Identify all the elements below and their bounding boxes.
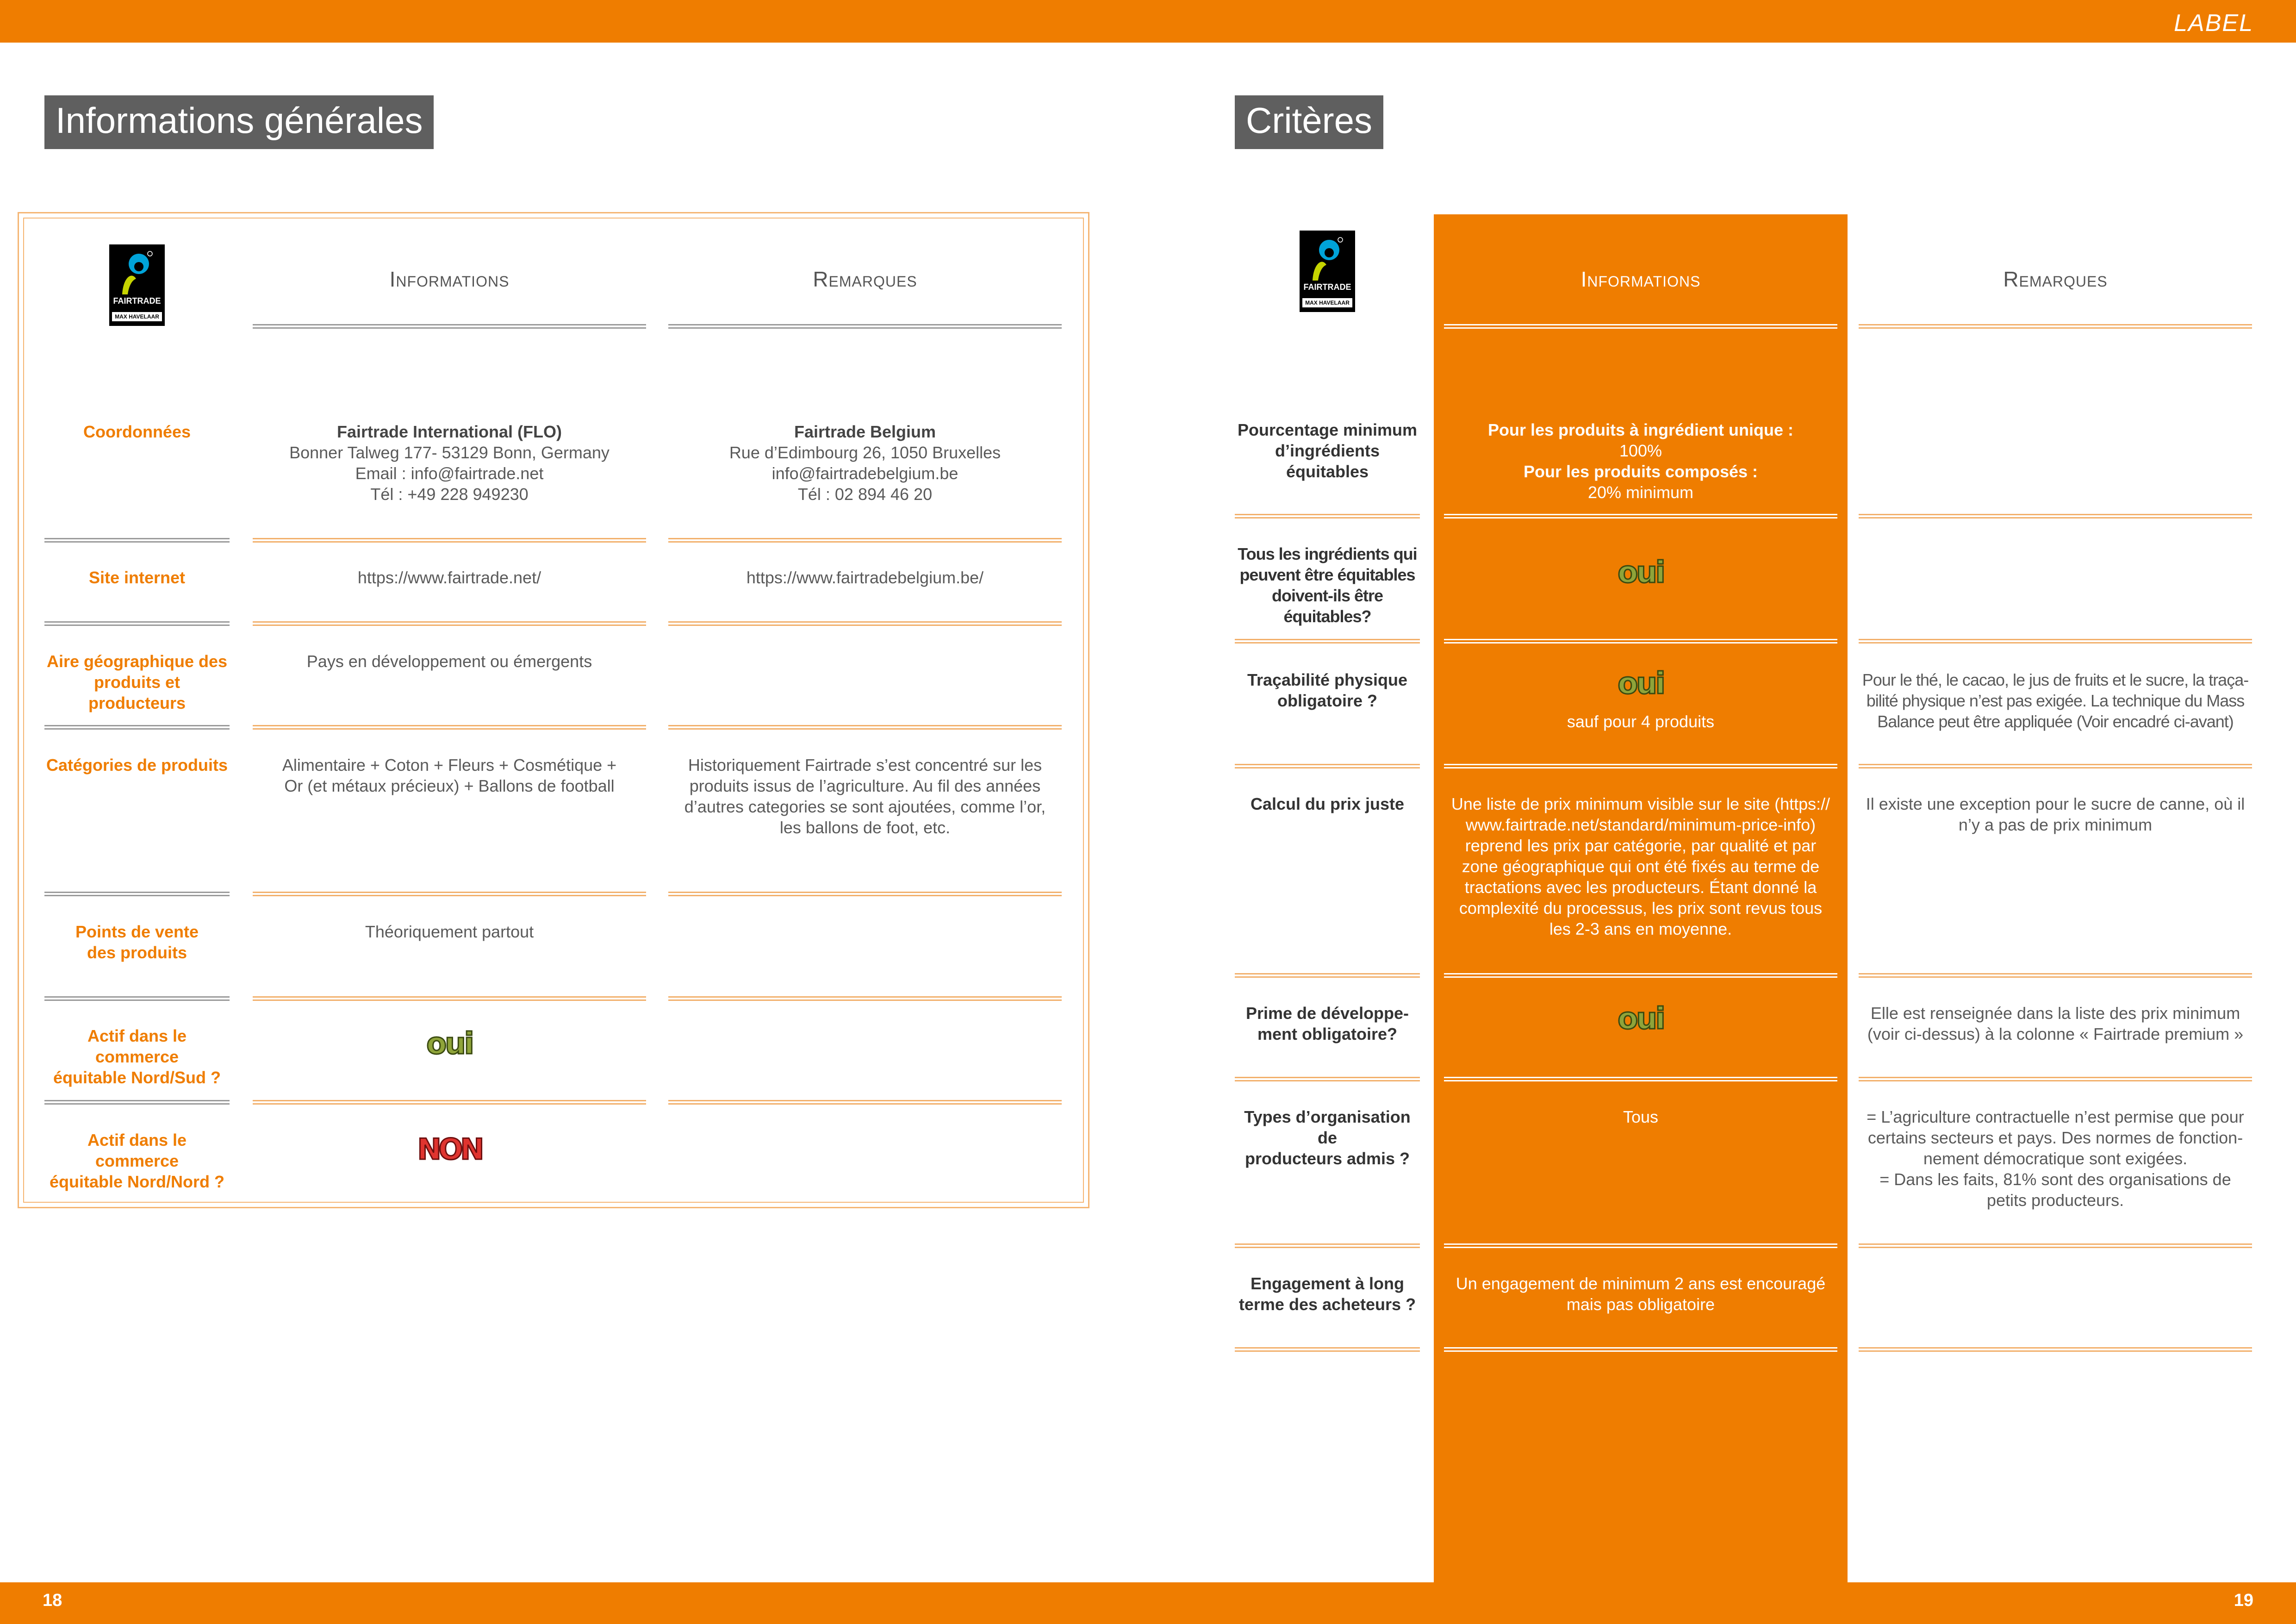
section-title-general: Informations générales	[44, 95, 434, 149]
row-divider	[253, 538, 646, 543]
label-line: Traçabilité physique	[1247, 670, 1408, 689]
text-line: les 2-3 ans en moyenne.	[1549, 919, 1732, 938]
text-line: Historiquement Fairtrade s’est concentré sur les	[688, 756, 1042, 775]
oui-note: sauf pour 4 produits	[1567, 712, 1715, 731]
oui-badge: oui	[1618, 1002, 1664, 1036]
page-number-left: 18	[43, 1591, 62, 1610]
row-remark	[1859, 1003, 2252, 1044]
label-line: Points de vente	[75, 922, 199, 941]
label-line: Prime de développe-	[1245, 1004, 1409, 1023]
text-line: reprend les prix par catégorie, par qualité et par	[1465, 836, 1817, 855]
text-line: Elle est renseignée dans la liste des prix minimum	[1870, 1004, 2240, 1023]
row-divider	[253, 725, 646, 730]
row-info	[253, 421, 646, 505]
row-info: Pays en développement ou émergents	[306, 652, 592, 671]
row-divider	[44, 1100, 230, 1105]
row-label-tracabilite	[1235, 669, 1420, 711]
label-line: producteurs admis ?	[1244, 1149, 1410, 1168]
row-divider	[1444, 764, 1837, 768]
label-line: des produits	[87, 943, 187, 962]
row-divider	[1859, 1347, 2252, 1352]
row-divider	[1235, 1243, 1420, 1248]
row-divider	[668, 725, 1062, 730]
label-line: d’ingrédients équitables	[1275, 441, 1380, 481]
label-line: Actif dans le commerce	[87, 1026, 187, 1066]
text-line: bilité physique n’est pas exigée. La technique du Mass	[1866, 691, 2245, 710]
row-label-coordonnees: Coordonnées	[83, 422, 191, 441]
row-info	[253, 755, 646, 796]
col-header-remarques: Remarques	[2003, 267, 2108, 291]
row-divider	[253, 1100, 646, 1105]
header-label: LABEL	[2174, 10, 2253, 37]
row-divider	[668, 996, 1062, 1001]
text-line: Une liste de prix minimum visible sur le site (https://	[1451, 794, 1830, 813]
col-header-informations: Informations	[389, 267, 510, 291]
row-divider	[44, 996, 230, 1001]
label-line: Types d’organisation de	[1244, 1107, 1411, 1147]
row-divider	[1444, 1243, 1837, 1248]
row-label-points-vente	[44, 921, 230, 963]
top-bar	[0, 0, 2296, 43]
text-line: produits issus de l’agriculture. Au fil des années	[689, 776, 1041, 795]
row-divider	[668, 1100, 1062, 1105]
row-remark	[668, 421, 1062, 505]
text-line: www.fairtrade.net/standard/minimum-price-info)	[1465, 815, 1816, 834]
row-divider	[1444, 1347, 1837, 1352]
email: info@fairtradebelgium.be	[772, 464, 958, 483]
label-line: doivent-ils être équitables?	[1271, 586, 1383, 626]
text-line: Alimentaire + Coton + Fleurs + Cosmétique +	[282, 756, 617, 775]
row-divider	[668, 892, 1062, 896]
text-line: Balance peut être appliquée (Voir encadré ci-avant)	[1877, 712, 2234, 731]
row-label-aire	[44, 651, 230, 713]
header-divider	[1859, 324, 2252, 329]
row-label-types-organisation	[1235, 1106, 1420, 1169]
row-remark	[1859, 1106, 2252, 1211]
text-line: = Dans les faits, 81% sont des organisations de	[1879, 1170, 2231, 1189]
row-divider	[668, 621, 1062, 626]
oui-badge: oui	[426, 1027, 473, 1061]
header-divider	[1444, 324, 1837, 329]
text-line: tractations avec les producteurs. Étant donné la	[1464, 878, 1817, 897]
row-divider	[253, 892, 646, 896]
text-line: Or (et métaux précieux) + Ballons de football	[284, 776, 615, 795]
row-label-nord-sud	[44, 1025, 230, 1088]
email: Email : info@fairtrade.net	[355, 464, 544, 483]
row-divider	[1444, 973, 1837, 978]
row-info	[1442, 793, 1839, 939]
row-divider	[1444, 514, 1837, 518]
fairtrade-symbol-icon	[118, 250, 156, 296]
text-line: Pour le thé, le cacao, le jus de fruits et le sucre, la traça-	[1862, 670, 2249, 689]
label-line: produits et producteurs	[88, 673, 186, 712]
row-remark	[1859, 669, 2252, 732]
row-remark	[668, 755, 1062, 838]
row-divider	[44, 892, 230, 896]
row-info	[1444, 1273, 1837, 1315]
row-divider	[1235, 639, 1420, 643]
row-info-link[interactable]: https://www.fairtrade.net/	[357, 568, 541, 587]
row-remark	[1859, 793, 2252, 835]
label-line: Actif dans le commerce	[87, 1131, 187, 1170]
oui-badge: oui	[1618, 667, 1664, 701]
text-line: Un engagement de minimum 2 ans est encouragé	[1456, 1274, 1826, 1293]
row-divider	[44, 725, 230, 730]
text-line: mais pas obligatoire	[1566, 1295, 1715, 1314]
text-line: Pour les produits composés :	[1523, 462, 1758, 481]
row-label-pourcentage	[1235, 419, 1420, 482]
row-divider	[1859, 973, 2252, 978]
row-info: Théoriquement partout	[365, 922, 534, 941]
logo-sub: MAX HAVELAAR	[1302, 298, 1352, 307]
row-divider	[1859, 1077, 2252, 1081]
row-divider	[1235, 973, 1420, 978]
label-line: terme des acheteurs ?	[1238, 1295, 1416, 1314]
row-info	[1444, 419, 1837, 503]
label-line: Pourcentage minimum	[1237, 420, 1418, 439]
fairtrade-symbol-icon	[1308, 236, 1347, 282]
row-divider	[253, 621, 646, 626]
text-line: nement démocratique sont exigées.	[1923, 1149, 2188, 1168]
row-divider	[1859, 764, 2252, 768]
text-line: (voir ci-dessus) à la colonne « Fairtrade premium »	[1867, 1024, 2244, 1043]
row-divider	[253, 996, 646, 1001]
col-header-remarques: Remarques	[813, 267, 917, 291]
header-divider	[253, 324, 646, 329]
row-divider	[44, 538, 230, 543]
org-name: Fairtrade Belgium	[794, 422, 936, 441]
text-line: complexité du processus, les prix sont revus tous	[1459, 899, 1823, 918]
bottom-bar	[0, 1582, 2296, 1624]
phone: Tél : 02 894 46 20	[797, 485, 933, 504]
row-info: Tous	[1623, 1107, 1659, 1126]
logo-sub: MAX HAVELAAR	[112, 312, 162, 321]
col-header-informations: Informations	[1580, 267, 1701, 291]
row-divider	[1859, 639, 2252, 643]
row-divider	[1235, 1077, 1420, 1081]
text-line: zone géographique qui ont été fixés au terme de	[1462, 857, 1820, 876]
logo-name: FAIRTRADE	[1303, 282, 1351, 292]
label-line: peuvent être équitables	[1239, 565, 1415, 584]
address: Bonner Talweg 177- 53129 Bonn, Germany	[289, 443, 610, 462]
oui-badge: oui	[1618, 556, 1664, 590]
row-divider	[1859, 514, 2252, 518]
row-divider	[1235, 764, 1420, 768]
text-line: les ballons de foot, etc.	[779, 818, 951, 837]
row-divider	[1444, 1077, 1837, 1081]
phone: Tél : +49 228 949230	[370, 485, 529, 504]
text-line: petits producteurs.	[1986, 1191, 2124, 1210]
row-divider	[668, 538, 1062, 543]
page-number-right: 19	[2234, 1591, 2253, 1610]
row-label-nord-nord	[44, 1130, 230, 1192]
fairtrade-logo	[109, 244, 165, 326]
row-label-prime	[1235, 1003, 1420, 1044]
row-label-prix-juste: Calcul du prix juste	[1250, 794, 1405, 813]
row-label-categories: Catégories de produits	[46, 756, 228, 775]
label-line: équitable Nord/Sud ?	[53, 1068, 221, 1087]
text-line: 100%	[1619, 441, 1662, 460]
label-line: ment obligatoire?	[1257, 1024, 1397, 1043]
label-line: obligatoire ?	[1277, 691, 1377, 710]
section-title-criteres: Critères	[1235, 95, 1383, 149]
text-line: Pour les produits à ingrédient unique :	[1487, 420, 1794, 439]
org-name: Fairtrade International (FLO)	[336, 422, 562, 441]
row-divider	[44, 621, 230, 626]
row-divider	[1235, 1347, 1420, 1352]
text-line: d’autres categories se sont ajoutées, comme l’or,	[684, 797, 1046, 816]
row-label-engagement	[1235, 1273, 1420, 1315]
text-line: n’y a pas de prix minimum	[1958, 815, 2153, 834]
label-line: Tous les ingrédients qui	[1238, 544, 1417, 563]
non-badge: NON	[417, 1132, 482, 1166]
row-label-site: Site internet	[88, 568, 186, 587]
header-divider	[668, 324, 1062, 329]
row-remark-link[interactable]: https://www.fairtradebelgium.be/	[746, 568, 984, 587]
row-divider	[1859, 1243, 2252, 1248]
label-line: Engagement à long	[1250, 1274, 1405, 1293]
text-line: certains secteurs et pays. Des normes de fonction-	[1867, 1128, 2243, 1147]
label-line: équitable Nord/Nord ?	[50, 1172, 224, 1191]
row-divider	[1235, 514, 1420, 518]
logo-name: FAIRTRADE	[113, 296, 161, 306]
text-line: Il existe une exception pour le sucre de canne, où il	[1866, 794, 2245, 813]
fairtrade-logo	[1300, 231, 1355, 312]
text-line: = L’agriculture contractuelle n’est permise que pour	[1867, 1107, 2244, 1126]
row-label-tous-ingredients	[1235, 543, 1420, 627]
row-divider	[1444, 639, 1837, 643]
address: Rue d’Edimbourg 26, 1050 Bruxelles	[729, 443, 1001, 462]
label-line: Aire géographique des	[46, 652, 228, 671]
text-line: 20% minimum	[1587, 483, 1694, 502]
